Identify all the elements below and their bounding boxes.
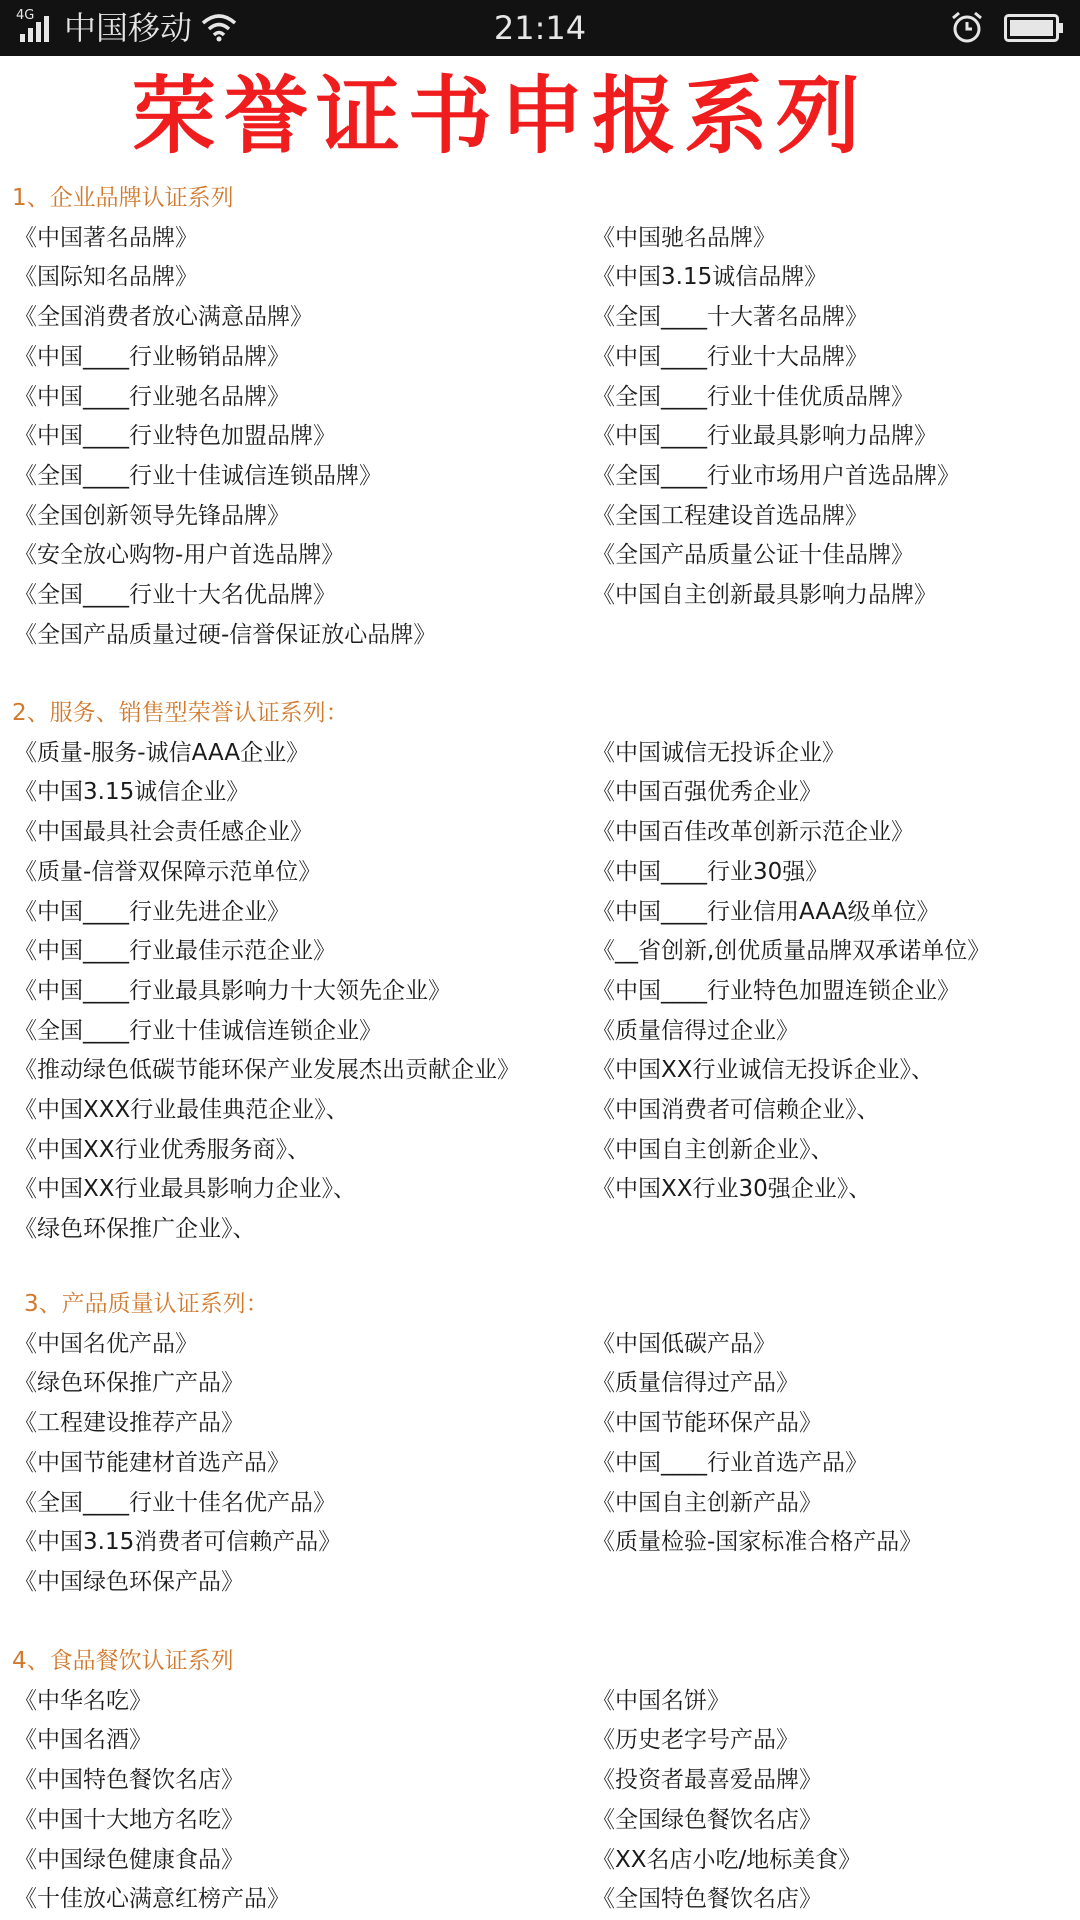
certificate-item: 《中国____行业最具影响力品牌》 xyxy=(592,423,937,450)
certificate-item: 《全国____行业十佳优质品牌》 xyxy=(592,383,914,410)
certificate-item: 《中国____行业特色加盟品牌》 xyxy=(14,423,336,450)
certificate-item: 《全国绿色餐饮名店》 xyxy=(592,1806,822,1833)
certificate-item: 《全国____行业市场用户首选品牌》 xyxy=(592,462,960,489)
certificate-item: 《中国节能建材首选产品》 xyxy=(14,1449,290,1476)
certificate-item: 《中国百强优秀企业》 xyxy=(592,779,822,806)
certificate-item: 《中国XX行业最具影响力企业》、 xyxy=(14,1176,357,1203)
certificate-item: 《中国____行业先进企业》 xyxy=(14,898,290,925)
carrier-name: 中国移动 xyxy=(64,9,193,47)
certificate-item: 《中国驰名品牌》 xyxy=(592,224,776,251)
certificate-item: 《中国____行业特色加盟连锁企业》 xyxy=(592,977,960,1004)
clock-time: 21:14 xyxy=(493,9,587,47)
certificate-item: 《安全放心购物-用户首选品牌》 xyxy=(14,542,345,569)
certificate-item: 《全国工程建设首选品牌》 xyxy=(592,502,868,529)
network-type: 4G xyxy=(16,8,35,23)
section-heading: 1、企业品牌认证系列 xyxy=(12,185,234,211)
status-bar xyxy=(0,0,1080,56)
certificate-item: 《中国著名品牌》 xyxy=(14,224,198,251)
certificate-item: 《XX名店小吃/地标美食》 xyxy=(592,1846,862,1873)
certificate-item: 《中国3.15消费者可信赖产品》 xyxy=(14,1529,342,1556)
certificate-item: 《中国最具社会责任感企业》 xyxy=(14,819,313,846)
battery-icon xyxy=(1004,14,1064,42)
certificate-item: 《中国自主创新企业》、 xyxy=(592,1136,834,1163)
certificate-item: 《中国消费者可信赖企业》、 xyxy=(592,1097,880,1123)
certificate-item: 《质量检验-国家标准合格产品》 xyxy=(592,1529,923,1556)
certificate-item: 《中国名饼》 xyxy=(592,1687,730,1714)
certificate-item: 《中国____行业信用AAA级单位》 xyxy=(592,898,940,925)
certificate-item: 《中国节能环保产品》 xyxy=(592,1410,822,1437)
section-heading: 4、食品餐饮认证系列 xyxy=(12,1648,234,1674)
certificate-item: 《全国特色餐饮名店》 xyxy=(592,1886,822,1913)
alarm-clock-icon xyxy=(950,10,984,44)
certificate-item: 《中国名优产品》 xyxy=(14,1330,198,1357)
certificate-item: 《质量信得过产品》 xyxy=(592,1370,799,1397)
certificate-item: 《投资者最喜爱品牌》 xyxy=(592,1767,822,1794)
certificate-item: 《中国____行业驰名品牌》 xyxy=(14,383,290,410)
certificate-item: 《工程建设推荐产品》 xyxy=(14,1410,244,1437)
section-heading: 2、服务、销售型荣誉认证系列： xyxy=(12,700,349,726)
certificate-item: 《质量-信誉双保障示范单位》 xyxy=(14,858,322,885)
certificate-item: 《推动绿色低碳节能环保产业发展杰出贡献企业》 xyxy=(14,1057,520,1084)
certificate-item: 《中国XX行业优秀服务商》、 xyxy=(14,1136,311,1163)
certificate-item: 《中国绿色健康食品》 xyxy=(14,1846,244,1873)
certificate-item: 《中国十大地方名吃》 xyxy=(14,1806,244,1833)
certificate-item: 《__省创新,创优质量品牌双承诺单位》 xyxy=(592,938,991,965)
certificate-item: 《中国自主创新产品》 xyxy=(592,1489,822,1516)
certificate-item: 《质量-服务-诚信AAA企业》 xyxy=(14,739,310,766)
certificate-item: 《中国____行业最具影响力十大领先企业》 xyxy=(14,977,451,1004)
certificate-item: 《全国消费者放心满意品牌》 xyxy=(14,304,313,331)
certificate-item: 《中国____行业最佳示范企业》 xyxy=(14,938,336,965)
certificate-item: 《全国产品质量过硬-信誉保证放心品牌》 xyxy=(14,621,437,648)
certificate-item: 《中国XXX行业最佳典范企业》、 xyxy=(14,1097,349,1123)
certificate-item: 《中国XX行业诚信无投诉企业》、 xyxy=(592,1057,935,1084)
certificate-item: 《中国____行业首选产品》 xyxy=(592,1449,868,1476)
certificate-item: 《中国名酒》 xyxy=(14,1727,152,1754)
certificate-item: 《中国自主创新最具影响力品牌》 xyxy=(592,582,937,608)
certificate-item: 《国际知名品牌》 xyxy=(14,264,198,291)
certificate-item: 《中国3.15诚信品牌》 xyxy=(592,264,828,291)
certificate-item: 《中国____行业畅销品牌》 xyxy=(14,343,290,370)
certificate-item: 《历史老字号产品》 xyxy=(592,1727,799,1754)
certificate-item: 《十佳放心满意红榜产品》 xyxy=(14,1886,290,1913)
certificate-item: 《全国____十大著名品牌》 xyxy=(592,304,868,331)
certificate-item: 《中国特色餐饮名店》 xyxy=(14,1767,244,1794)
certificate-item: 《中国低碳产品》 xyxy=(592,1330,776,1357)
certificate-item: 《中华名吃》 xyxy=(14,1687,152,1714)
certificate-item: 《全国产品质量公证十佳品牌》 xyxy=(592,542,914,569)
certificate-item: 《中国绿色环保产品》 xyxy=(14,1568,244,1595)
certificate-item: 《中国3.15诚信企业》 xyxy=(14,779,250,806)
certificate-item: 《中国____行业30强》 xyxy=(592,858,829,885)
certificate-item: 《全国____行业十佳名优产品》 xyxy=(14,1489,336,1516)
certificate-item: 《全国创新领导先锋品牌》 xyxy=(14,502,290,529)
certificate-item: 《中国XX行业30强企业》、 xyxy=(592,1176,872,1203)
certificate-item: 《全国____行业十佳诚信连锁品牌》 xyxy=(14,462,382,489)
certificate-item: 《全国____行业十佳诚信连锁企业》 xyxy=(14,1017,382,1044)
certificate-item: 《中国____行业十大品牌》 xyxy=(592,343,868,370)
certificate-item: 《中国百佳改革创新示范企业》 xyxy=(592,819,914,846)
page-title: 荣誉证书申报系列 xyxy=(131,67,868,165)
certificate-item: 《质量信得过企业》 xyxy=(592,1017,799,1044)
section-heading: 3、产品质量认证系列： xyxy=(24,1291,269,1317)
certificate-item: 《全国____行业十大名优品牌》 xyxy=(14,582,336,608)
certificate-item: 《绿色环保推广企业》、 xyxy=(14,1216,256,1243)
certificate-item: 《中国诚信无投诉企业》 xyxy=(592,739,845,766)
certificate-item: 《绿色环保推广产品》 xyxy=(14,1370,244,1397)
